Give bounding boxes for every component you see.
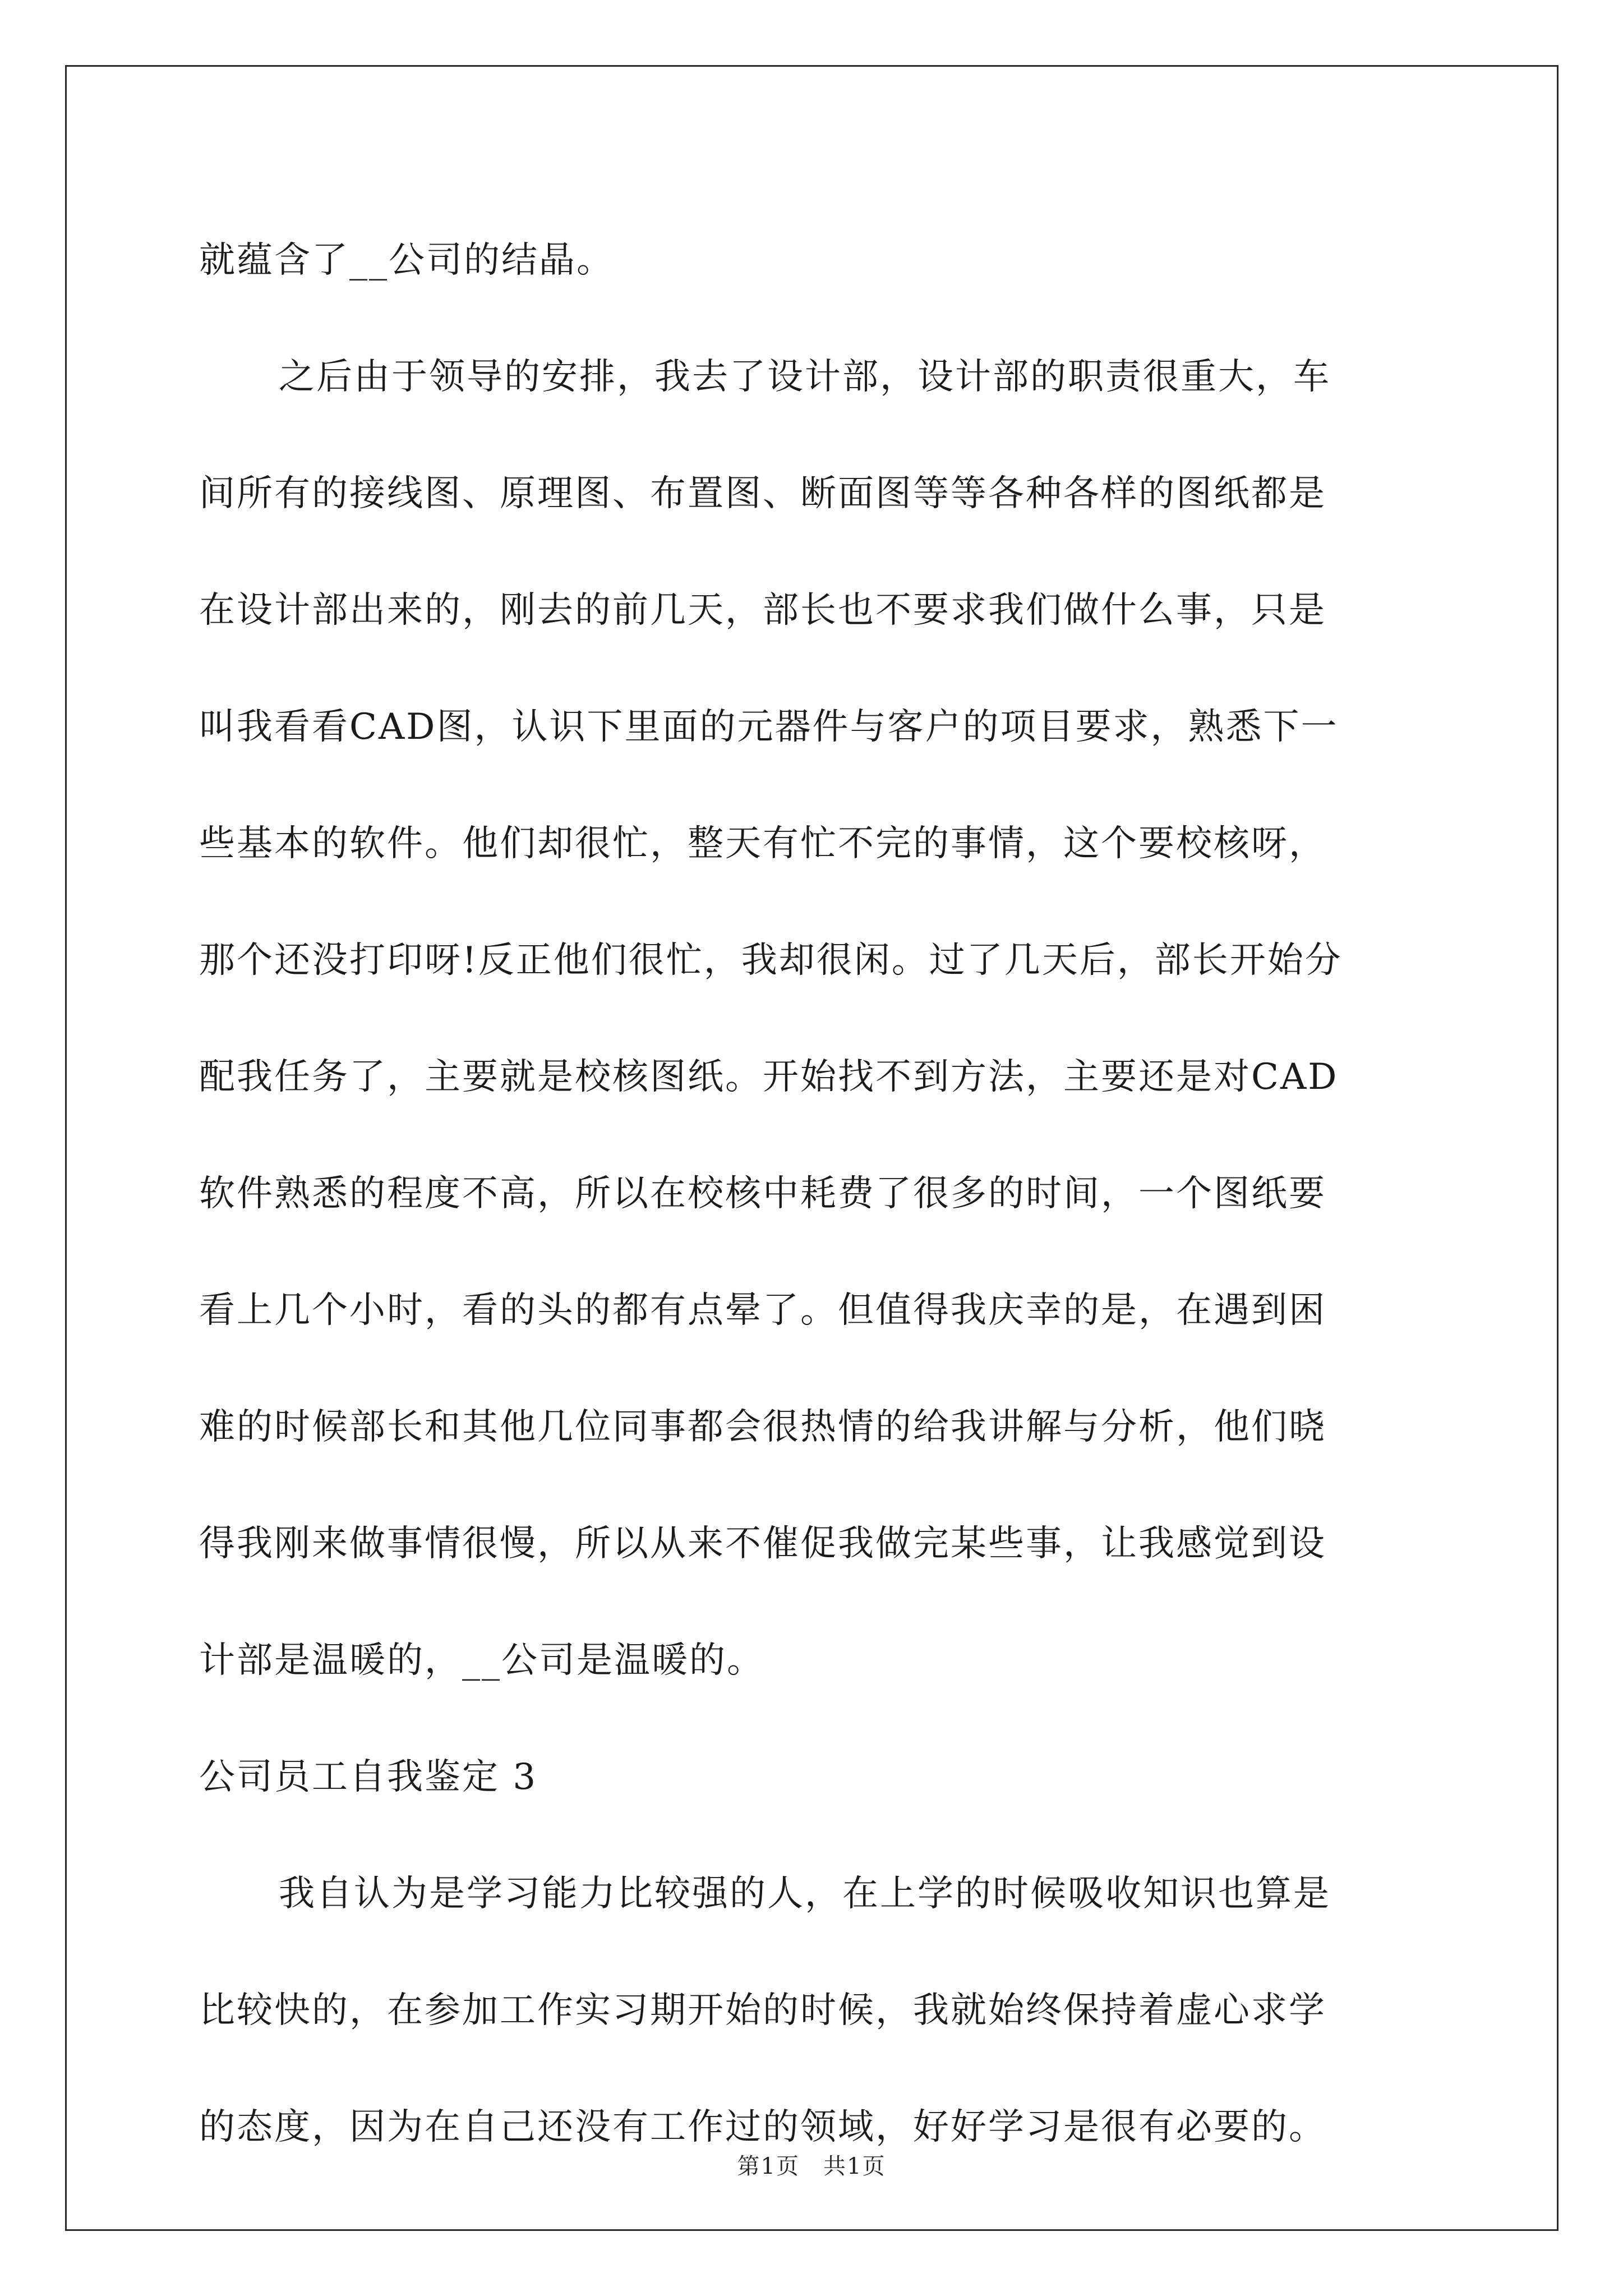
paragraph-line: 在设计部出来的，刚去的前几天，部长也不要求我们做什么事，只是 xyxy=(199,590,1326,631)
document-body xyxy=(199,202,1427,2185)
paragraph-line: 我自认为是学习能力比较强的人，在上学的时候吸收知识也算是 xyxy=(279,1873,1331,1915)
paragraph-line: 间所有的接线图、原理图、布置图、断面图等等各种各样的图纸都是 xyxy=(199,473,1326,514)
paragraph-line: 些基本的软件。他们却很忙，整天有忙不完的事情，这个要校核呀， xyxy=(199,823,1326,864)
paragraph-line: 叫我看看CAD图，认识下里面的元器件与客户的项目要求，熟悉下一 xyxy=(199,706,1339,748)
page-number-footer: 第1页 共1页 xyxy=(737,2154,886,2179)
paragraph-line: 就蕴含了__公司的结晶。 xyxy=(199,240,614,281)
paragraph-line: 比较快的，在参加工作实习期开始的时候，我就始终保持着虚心求学 xyxy=(199,1990,1326,2031)
paragraph-line: 难的时候部长和其他几位同事都会很热情的给我讲解与分析，他们晓 xyxy=(199,1406,1326,1448)
paragraph-line: 计部是温暖的，__公司是温暖的。 xyxy=(199,1640,764,1681)
paragraph-line: 之后由于领导的安排，我去了设计部，设计部的职责很重大，车 xyxy=(279,356,1331,398)
paragraph-line: 的态度，因为在自己还没有工作过的领域，好好学习是很有必要的。 xyxy=(199,2106,1326,2148)
paragraph-line: 那个还没打印呀!反正他们很忙，我却很闲。过了几天后，部长开始分 xyxy=(199,940,1343,981)
paragraph-line: 得我刚来做事情很慢，所以从来不催促我做完某些事，让我感觉到设 xyxy=(199,1523,1326,1565)
section-heading: 公司员工自我鉴定 3 xyxy=(199,1756,538,1798)
paragraph-line: 看上几个小时，看的头的都有点晕了。但值得我庆幸的是，在遇到困 xyxy=(199,1290,1326,1331)
paragraph-line: 配我任务了，主要就是校核图纸。开始找不到方法，主要还是对CAD xyxy=(199,1056,1339,1098)
paragraph-line: 软件熟悉的程度不高，所以在校核中耗费了很多的时间，一个图纸要 xyxy=(199,1173,1326,1214)
